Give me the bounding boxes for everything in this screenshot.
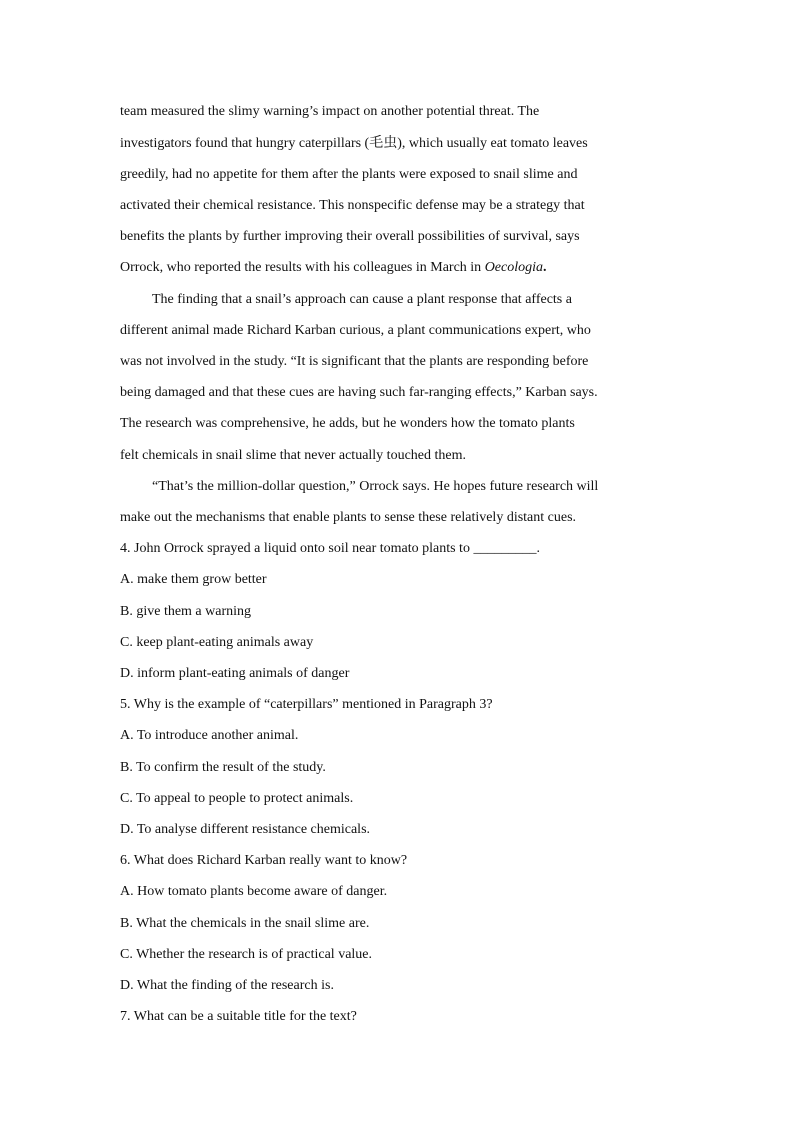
text-line: make out the mechanisms that enable plants to sense these relatively distant cues.: [120, 510, 577, 525]
answer-option: B. give them a warning: [120, 604, 252, 619]
text-line: being damaged and that these cues are having such far-ranging effects,” Karban says.: [120, 385, 598, 400]
question-stem: 4. John Orrock sprayed a liquid onto soil near tomato plants to _________.: [120, 541, 540, 556]
text-line: was not involved in the study. “It is significant that the plants are responding before: [120, 354, 589, 369]
text-line: greedily, had no appetite for them after the plants were exposed to snail slime and: [120, 167, 578, 182]
answer-option: D. What the finding of the research is.: [120, 978, 334, 993]
text-line: The research was comprehensive, he adds, but he wonders how the tomato plants: [120, 416, 575, 431]
answer-option: A. To introduce another animal.: [120, 728, 299, 743]
answer-option: A. make them grow better: [120, 572, 267, 587]
text-line: activated their chemical resistance. This nonspecific defense may be a strategy that: [120, 198, 585, 213]
answer-option: C. To appeal to people to protect animals.: [120, 791, 354, 806]
text-line: “That’s the million-dollar question,” Orrock says. He hopes future research will: [152, 479, 599, 494]
text-line: investigators found that hungry caterpillars (毛虫), which usually eat tomato leaves: [120, 136, 588, 151]
text-line: felt chemicals in snail slime that never actually touched them.: [120, 448, 466, 463]
text-line: benefits the plants by further improving their overall possibilities of survival, says: [120, 229, 580, 244]
answer-option: A. How tomato plants become aware of danger.: [120, 884, 388, 899]
text-span: Orrock, who reported the results with his colleagues in March in: [120, 260, 485, 275]
question-stem: 7. What can be a suitable title for the text?: [120, 1009, 357, 1024]
question-stem: 6. What does Richard Karban really want to know?: [120, 853, 408, 868]
question-stem: 5. Why is the example of “caterpillars” mentioned in Paragraph 3?: [120, 697, 493, 712]
text-line: The finding that a snail’s approach can cause a plant response that affects a: [152, 292, 572, 307]
answer-option: B. What the chemicals in the snail slime are.: [120, 916, 370, 931]
period: .: [543, 260, 547, 275]
text-line: different animal made Richard Karban curious, a plant communications expert, who: [120, 323, 591, 338]
answer-option: D. inform plant-eating animals of danger: [120, 666, 350, 681]
text-line: team measured the slimy warning’s impact on another potential threat. The: [120, 104, 540, 119]
answer-option: B. To confirm the result of the study.: [120, 760, 326, 775]
text-line: [120, 259, 680, 277]
answer-option: D. To analyse different resistance chemicals.: [120, 822, 371, 837]
answer-option: C. Whether the research is of practical value.: [120, 947, 373, 962]
journal-name: Oecologia: [484, 260, 544, 275]
answer-option: C. keep plant-eating animals away: [120, 635, 314, 650]
